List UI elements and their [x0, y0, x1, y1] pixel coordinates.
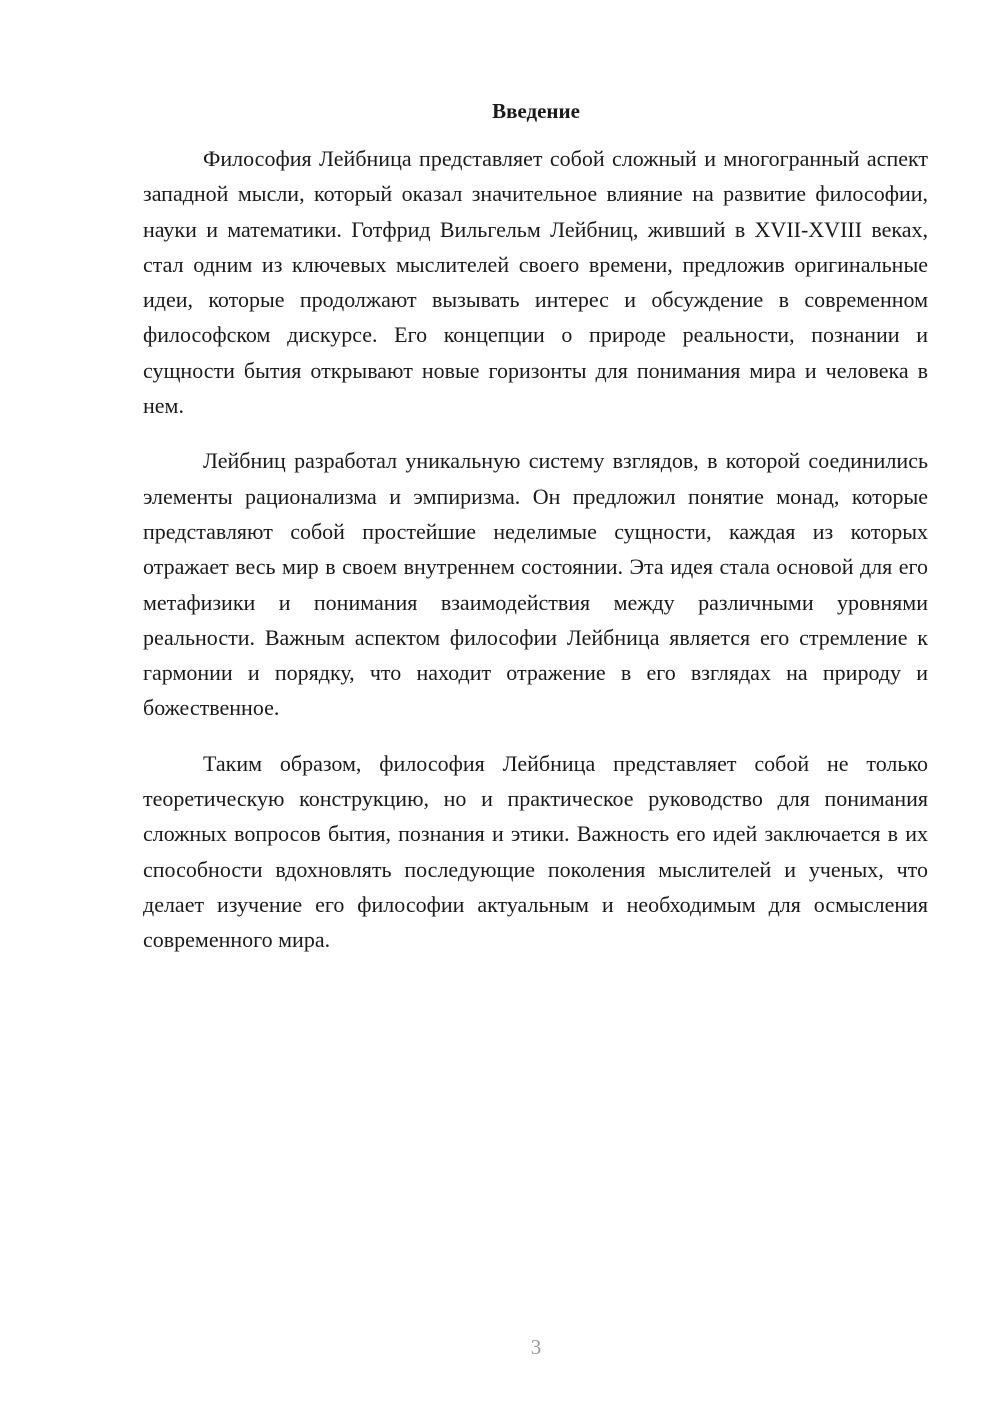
paragraph-2: Лейбниц разработал уникальную систему взглядов, в которой соединились элементы рационализма и эмпиризма. Он предложил понятие монад, которые представляют собой простейшие неделимые сущности, каждая из которых отражает весь мир в своем внутреннем состоянии. Эта идея стала основой для его метафизики и понимания взаимодействия между различными уровнями реальности. Важным аспектом философии Лейбница является его стремление к гармонии и порядку, что находит отражение в его взглядах на природу и божественное. [143, 448, 928, 721]
section-title: Введение [492, 99, 580, 123]
paragraph-1: Философия Лейбница представляет собой сложный и многогранный аспект западной мысли, который оказал значительное влияние на развитие философии, науки и математики. Готфрид Вильгельм Лейбниц, живший в XVII-XVIII веках, стал одним из ключевых мыслителей своего времени, предложив оригинальные идеи, которые продолжают вызывать интерес и обсуждение в современном философском дискурсе. Его концепции о природе реальности, познании и сущности бытия открывают новые горизонты для понимания мира и человека в нем. [143, 146, 928, 419]
page-number: 3 [530, 1335, 542, 1359]
paragraph-3: Таким образом, философия Лейбница представляет собой не только теоретическую конструкцию, но и практическое руководство для понимания сложных вопросов бытия, познания и этики. Важность его идей заключается в их способности вдохновлять последующие поколения мыслителей и ученых, что делает изучение его философии актуальным и необходимым для осмысления современного мира. [143, 750, 928, 953]
body-text [143, 141, 928, 978]
